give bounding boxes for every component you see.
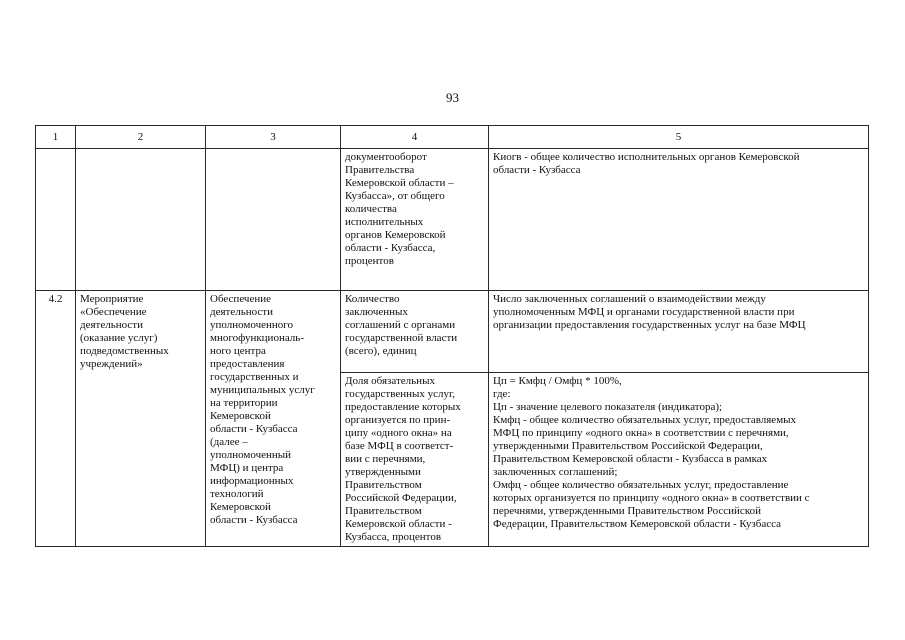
continued-cell-event — [76, 149, 206, 291]
header-col-2: 2 — [76, 126, 206, 149]
continued-cell-task — [206, 149, 341, 291]
page-number: 93 — [446, 90, 459, 105]
indicators-table — [35, 125, 869, 547]
continued-indicator-formula: Киогв - общее количество исполнительных органов Кемеровской области - Кузбасса — [489, 149, 869, 291]
indicator-2-formula: Цп = Кмфц / Омфц * 100%, где: Цп - значение целевого показателя (индикатора); Кмфц - общее количество обязательных услуг, предоставляемых МФЦ по принципу «одного окна» в соответствии с перечнями, утвержденными Правительством Российской Федерации, Правительством Кемеровской области - Кузбасса в рамках заключенных соглашений; Омфц - общее количество обязательных услуг, предоставление которых организуется по принципу «одного окна» в соответствии с перечнями, утвержденными Правительством Российской Федерации, Правительством Кемеровской области - Кузбасса — [489, 373, 869, 547]
row-number: 4.2 — [36, 291, 76, 547]
table-row-4-2-indicator-1 — [36, 291, 869, 373]
task-description: Обеспечение деятельности уполномоченного многофункциональ- ного центра предоставления государственных и муниципальных услуг на территории Кемеровской области - Кузбасса (далее – уполномоченный МФЦ) и центра информационных технологий Кемеровской области - Кузбасса — [206, 291, 341, 547]
table-row-continued — [36, 149, 869, 291]
event-name: Мероприятие «Обеспечение деятельности (оказание услуг) подведомственных учреждений» — [76, 291, 206, 547]
header-col-5: 5 — [489, 126, 869, 149]
header-col-4: 4 — [341, 126, 489, 149]
continued-cell-num — [36, 149, 76, 291]
indicator-2-name: Доля обязательных государственных услуг, предоставление которых организуется по прин- ципу «одного окна» на базе МФЦ в соответст- вии с перечнями, утвержденными Правительством Российской Федерации, Правительством Кемеровской области - Кузбасса, процентов — [341, 373, 489, 547]
indicator-1-formula: Число заключенных соглашений о взаимодействии между уполномоченным МФЦ и органами государственной власти при организации предоставления государственных услуг на базе МФЦ — [489, 291, 869, 373]
indicator-1-name: Количество заключенных соглашений с органами государственной власти (всего), единиц — [341, 291, 489, 373]
header-col-3: 3 — [206, 126, 341, 149]
header-col-1: 1 — [36, 126, 76, 149]
table-header-row — [36, 126, 869, 149]
continued-indicator-name: документооборот Правительства Кемеровской области – Кузбасса», от общего количества исполнительных органов Кемеровской области - Кузбасса, процентов — [341, 149, 489, 291]
